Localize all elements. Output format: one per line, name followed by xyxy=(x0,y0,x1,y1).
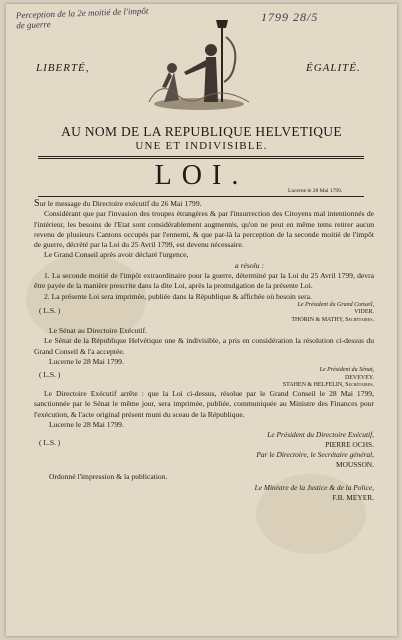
handwritten-note-right: 1799 28/5 xyxy=(261,10,319,24)
directoire-decree: Le Directoire Exécutif arrête : que la Loi ci-dessus, résolue par le Grand Conseil le 28 Mai 1799, sanctionnée par le Sénat le même jour, sera imprimée, publiée, communiquée au Ministre des Finances pour l'exécution, & l'acte original présent muni du sceau de la République. xyxy=(34,389,374,419)
gc-president-title: Le Président du Grand Conseil, xyxy=(297,301,374,308)
divider xyxy=(38,156,364,157)
motto-egalite: ÉGALITÉ. xyxy=(306,62,361,74)
seal-ls: ( L.S. ) xyxy=(39,370,61,380)
drop-letter: S xyxy=(34,198,40,209)
directoire-signature-block xyxy=(34,430,374,472)
senat-signature-block xyxy=(34,367,374,389)
senat-president-name: DEVEVEY. xyxy=(344,374,374,381)
senat-date: Lucerne le 28 Mai 1799. xyxy=(49,356,124,366)
handwritten-note-left: Perception de la 2e moitié de l'impôt de guerre xyxy=(15,5,149,31)
minister-name: F.B. MEYER. xyxy=(332,492,374,502)
article-2: 2. La présente Loi sera imprimée, publiée dans la République & affichée où besoin sera. xyxy=(44,291,312,301)
minister-title: Le Ministre de la Justice & de la Police, xyxy=(254,482,374,492)
senat-acceptance: Le Sénat de la République Helvétique une & indivisible, a pris en considération la résolution ci-dessus du Grand Conseil & l'a acceptée. xyxy=(34,336,374,356)
document-page xyxy=(6,4,397,636)
gc-president-name: VIDER. xyxy=(354,309,374,316)
senat-president-title: Le Président du Sénat, xyxy=(319,367,374,374)
motto-liberte: LIBERTÉ, xyxy=(36,62,90,74)
senat-secretaries: STAHEN & HELFELIN, Secrétaires. xyxy=(282,382,374,389)
resolu-label: a résolu : xyxy=(234,260,264,270)
dir-secretary-title: Par le Directoire, le Secrétaire général, xyxy=(256,450,374,460)
article-1: 1. La seconde moitié de l'impôt extraordinaire pour la guerre, déterminé par la Loi du 25 Avril 1799, devra être payée de la manière prescrite dans la dite Loi, après la promulgation de la présente Loi. xyxy=(34,271,374,291)
republic-vignette-icon xyxy=(144,12,254,112)
order-publication: Ordonné l'impression & la publication. xyxy=(49,472,168,482)
divider xyxy=(38,158,364,159)
place-date: Lucerne le 28 Mai 1799. xyxy=(288,188,343,194)
document-title: LOI. xyxy=(154,160,249,191)
divider xyxy=(38,196,364,197)
grand-conseil-signature-block xyxy=(34,302,374,326)
directoire-date: Lucerne le 28 Mai 1799. xyxy=(49,420,124,430)
law-text xyxy=(34,199,374,503)
preamble-message: ur le message du Directoire exécutif du 26 Mai 1799. xyxy=(39,199,202,208)
urgency-declaration: Le Grand Conseil après avoir déclaré l'urgence, xyxy=(44,250,189,260)
seal-ls: ( L.S. ) xyxy=(39,438,61,448)
subheading-indivisible: UNE ET INDIVISIBLE. xyxy=(135,140,268,152)
dir-president-title: Le Président du Directoire Exécutif, xyxy=(267,430,374,440)
senat-intro: Le Sénat au Directoire Exécutif. xyxy=(49,325,148,335)
dir-president-name: PIERRE OCHS. xyxy=(325,440,374,450)
gc-secretaries: THORIN & MATHY, Secrétaires. xyxy=(291,316,374,323)
preamble-considerant: Considérant que par l'invasion des troupes étrangères & par l'insurrection des Citoyens mal intentionnés de l'intérieur, les besoins de l'Etat sont considérablement augmentés, qu'on ne peut en même tems retirer aucun revenu de plusieurs Cantons occupés par l'ennemi, & que par-là la perception de la seconde moitié de l'impôt de guerre, décrété par la Loi du 25 Avril 1799, est devenu nécessaire. xyxy=(34,209,374,250)
heading-republic: AU NOM DE LA REPUBLIQUE HELVETIQUE xyxy=(61,124,342,139)
seal-ls: ( L.S. ) xyxy=(39,305,61,315)
dir-secretary-name: MOUSSON. xyxy=(336,460,374,470)
